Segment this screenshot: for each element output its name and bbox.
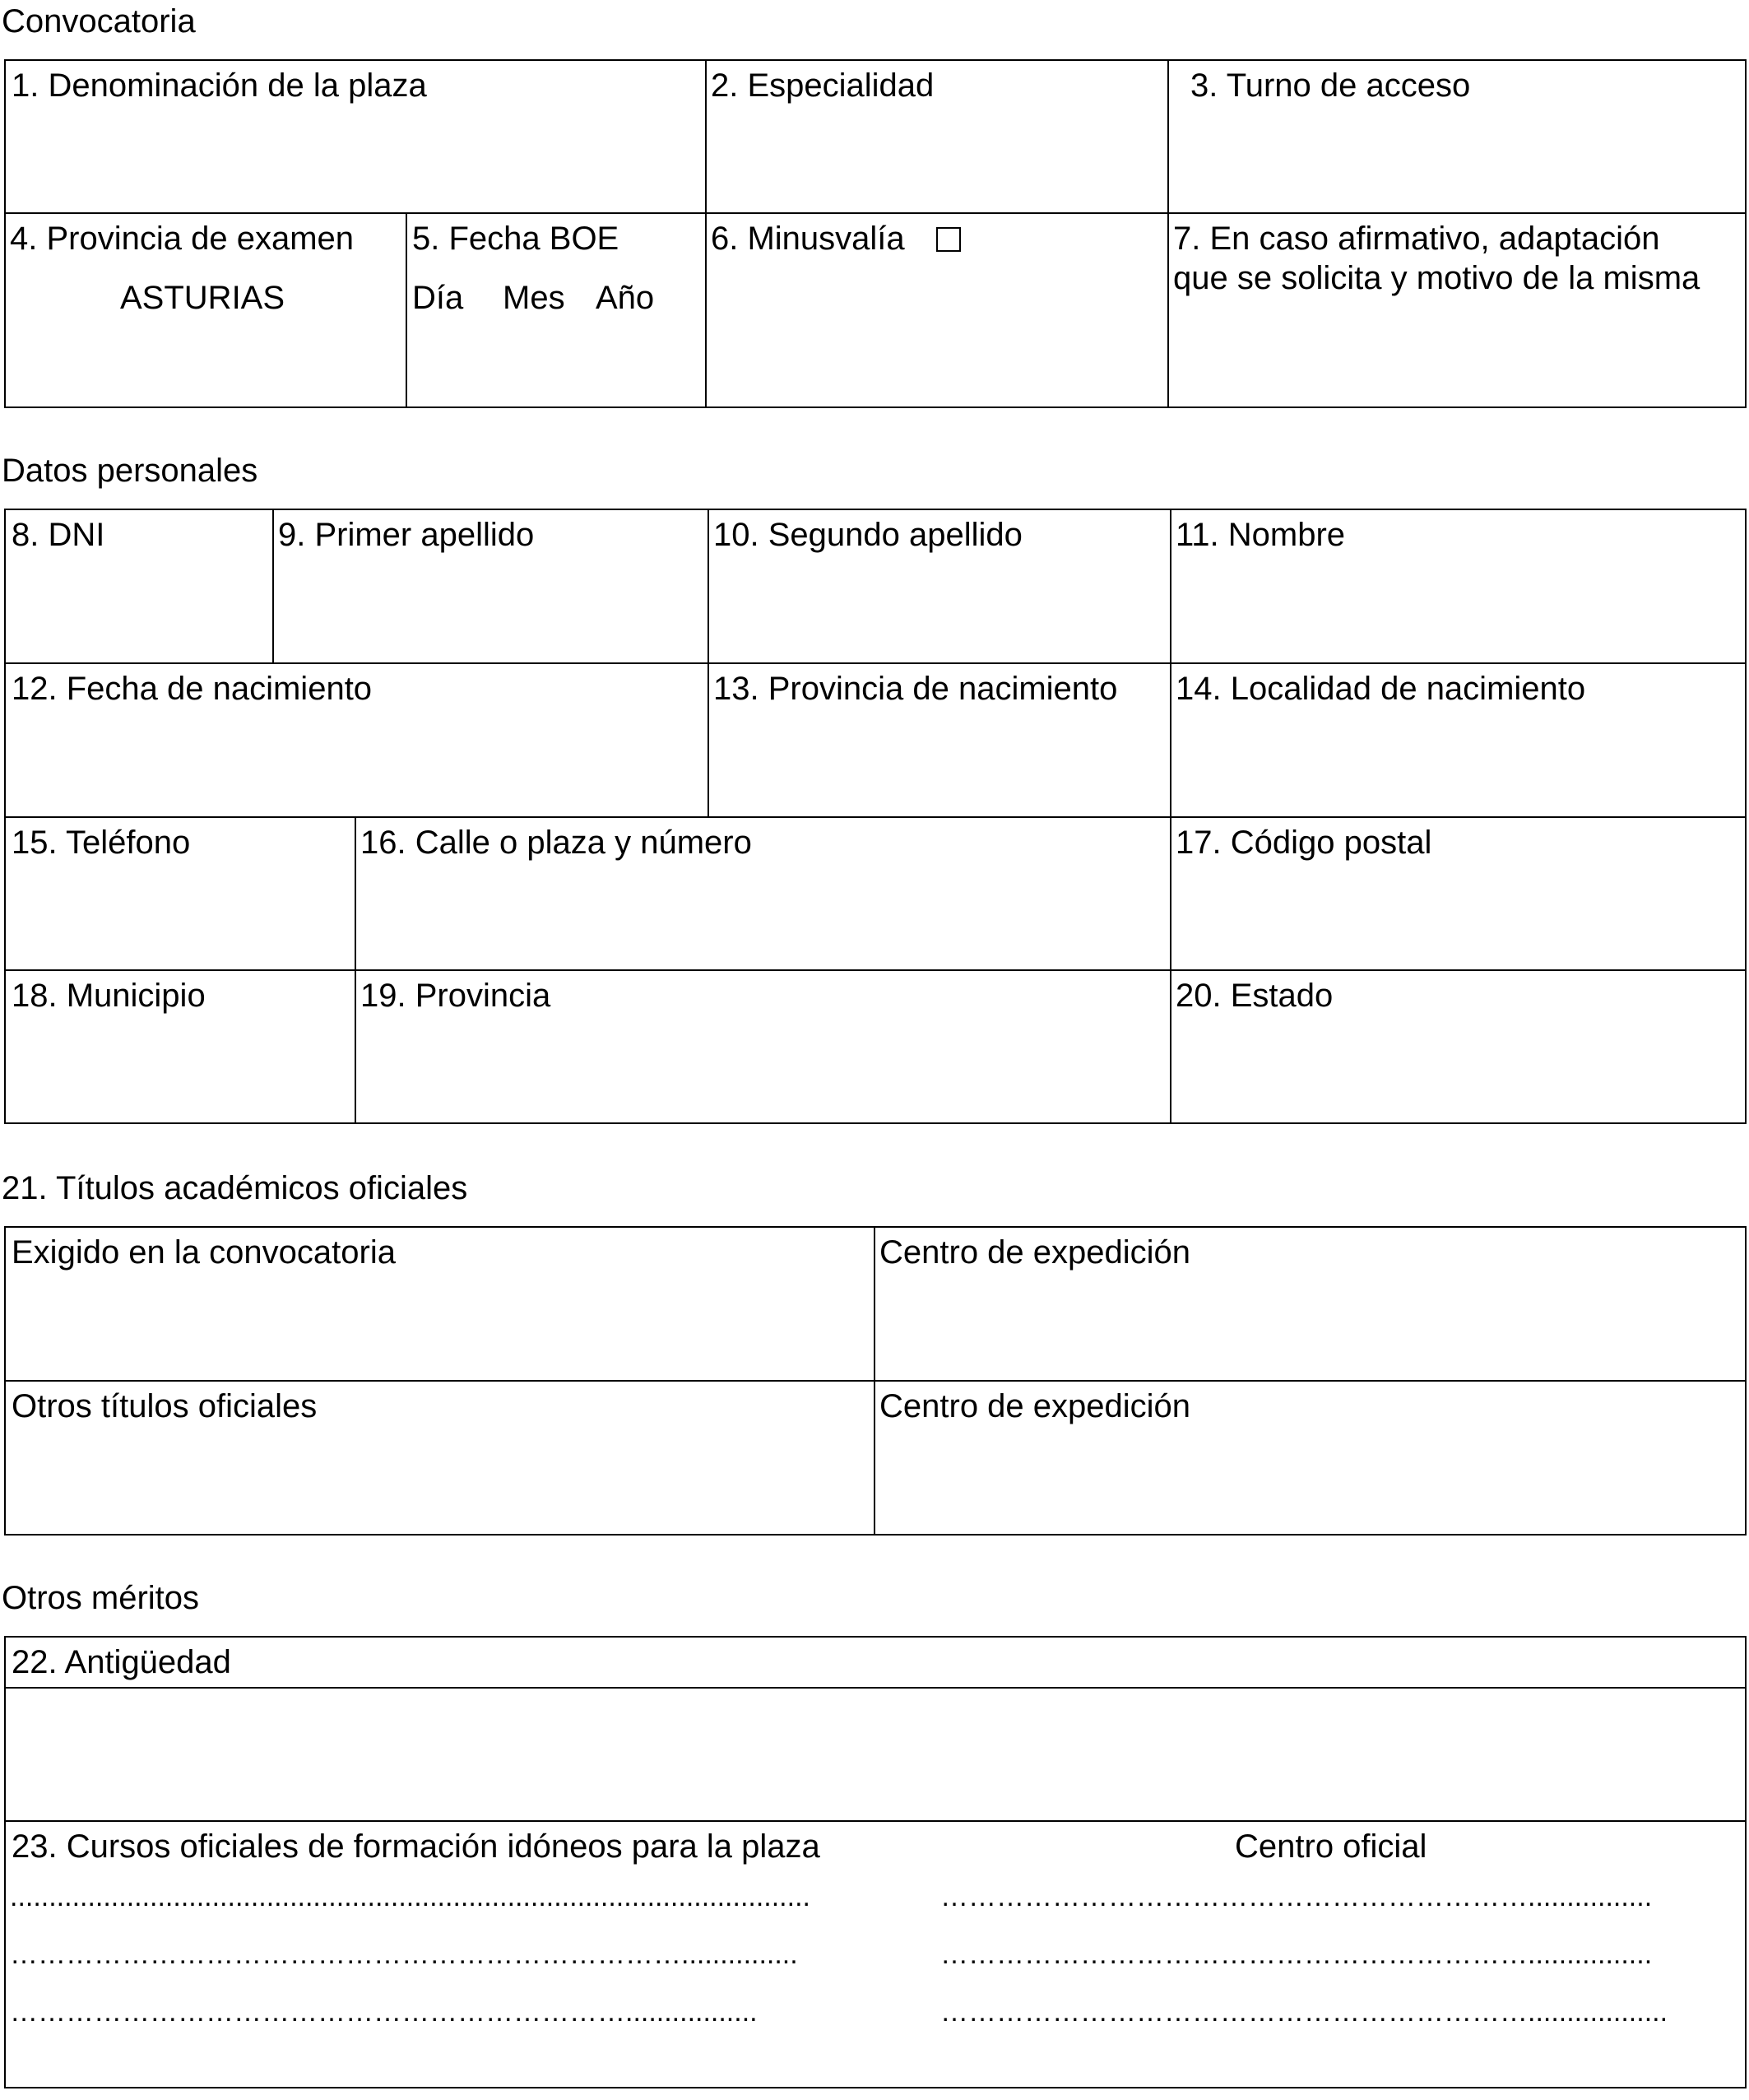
field-municipio[interactable]: 18. Municipio — [12, 978, 206, 1014]
section-title-convocatoria: Convocatoria — [2, 3, 196, 39]
field-minusvalia: 6. Minusvalía — [711, 221, 905, 257]
field-nombre[interactable]: 11. Nombre — [1176, 517, 1346, 553]
curso-line-1[interactable]: ....................................................................................................... — [10, 1881, 810, 1912]
fecha-boe-anio: Año — [596, 280, 655, 316]
field-dni[interactable]: 8. DNI — [12, 517, 105, 553]
divider — [4, 816, 1747, 818]
fecha-boe-dia: Día — [412, 280, 464, 316]
field-otros-titulos[interactable]: Otros títulos oficiales — [12, 1388, 318, 1424]
section-title-titulos: 21. Títulos académicos oficiales — [2, 1170, 468, 1206]
curso-line-3[interactable]: …………………………………………………………................. — [10, 1996, 758, 2028]
label-centro-oficial: Centro oficial — [1235, 1828, 1427, 1865]
field-fecha-boe[interactable]: 5. Fecha BOE — [412, 221, 619, 257]
divider — [874, 1226, 875, 1536]
divider — [406, 212, 407, 408]
divider — [4, 969, 1747, 971]
field-telefono[interactable]: 15. Teléfono — [12, 825, 191, 861]
divider — [355, 816, 356, 1124]
field-adaptacion-line1[interactable]: 7. En caso afirmativo, adaptación — [1173, 221, 1660, 257]
fecha-boe-mes: Mes — [503, 280, 565, 316]
divider — [272, 509, 274, 663]
field-segundo-apellido[interactable]: 10. Segundo apellido — [713, 517, 1023, 553]
field-provincia-examen[interactable]: 4. Provincia de examen — [10, 221, 355, 257]
divider — [4, 1687, 1747, 1689]
field-provincia-nacimiento[interactable]: 13. Provincia de nacimiento — [713, 671, 1118, 707]
divider — [4, 662, 1747, 664]
field-antiguedad[interactable]: 22. Antigüedad — [12, 1644, 231, 1680]
field-adaptacion-line2: que se solicita y motivo de la misma — [1173, 260, 1700, 296]
field-cursos-oficiales: 23. Cursos oficiales de formación idóneos para la plaza — [12, 1828, 820, 1865]
field-titulo-exigido[interactable]: Exigido en la convocatoria — [12, 1234, 396, 1271]
field-fecha-nacimiento[interactable]: 12. Fecha de nacimiento — [12, 671, 373, 707]
provincia-examen-value: ASTURIAS — [120, 280, 285, 316]
field-centro-expedicion-1[interactable]: Centro de expedición — [879, 1234, 1191, 1271]
field-localidad-nacimiento[interactable]: 14. Localidad de nacimiento — [1176, 671, 1586, 707]
divider — [707, 509, 709, 817]
field-centro-expedicion-2[interactable]: Centro de expedición — [879, 1388, 1191, 1424]
centro-line-3[interactable]: ……………………………………………………….................. — [940, 1996, 1668, 2028]
divider — [4, 1380, 1747, 1382]
field-codigo-postal[interactable]: 17. Código postal — [1176, 825, 1432, 861]
field-denominacion-plaza[interactable]: 1. Denominación de la plaza — [12, 67, 427, 104]
field-estado[interactable]: 20. Estado — [1176, 978, 1334, 1014]
field-primer-apellido[interactable]: 9. Primer apellido — [278, 517, 535, 553]
field-especialidad[interactable]: 2. Especialidad — [711, 67, 935, 104]
curso-line-2[interactable]: ………………………………………………………………............... — [10, 1939, 798, 1970]
divider — [4, 212, 1747, 214]
field-turno-acceso[interactable]: 3. Turno de acceso — [1190, 67, 1471, 104]
field-provincia[interactable]: 19. Provincia — [360, 978, 551, 1014]
divider — [1167, 59, 1169, 408]
section-title-datos-personales: Datos personales — [2, 453, 258, 489]
divider — [1170, 509, 1171, 1124]
centro-line-2[interactable]: ………………………………………………………................ — [940, 1939, 1653, 1970]
section-title-otros-meritos: Otros méritos — [2, 1580, 200, 1616]
minusvalia-checkbox[interactable] — [936, 227, 961, 252]
centro-line-1[interactable]: ………………………………………………………................ — [940, 1881, 1653, 1912]
divider — [705, 59, 707, 408]
divider — [4, 1820, 1747, 1822]
field-calle[interactable]: 16. Calle o plaza y número — [360, 825, 752, 861]
